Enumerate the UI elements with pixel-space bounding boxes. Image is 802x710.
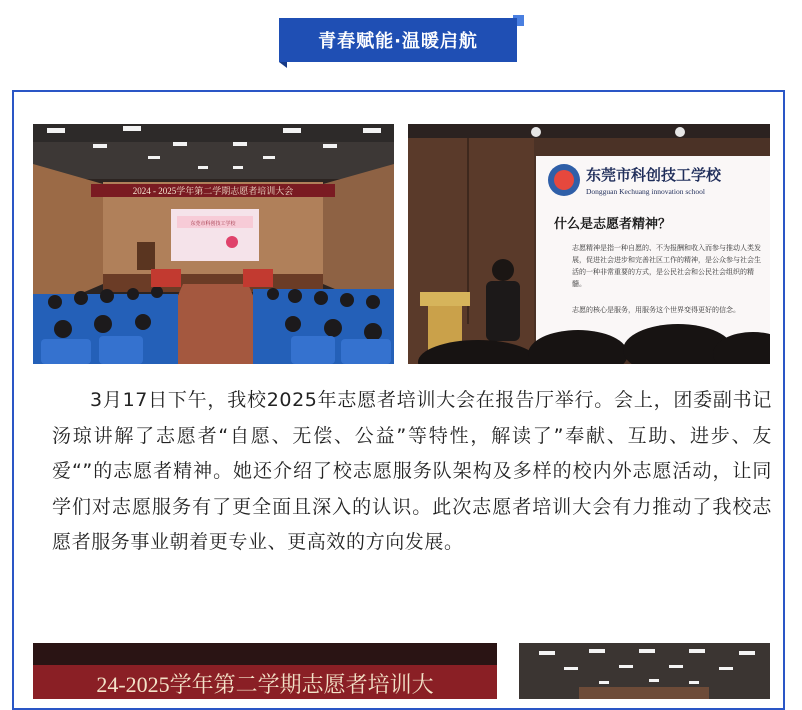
slide-heading: 什么是志愿者精神？ — [554, 217, 672, 232]
slide-school-name: 东莞市科创技工学校 — [586, 166, 722, 184]
lecture-hall-photo — [33, 124, 394, 364]
section-title: 青春赋能·温暖启航 — [318, 31, 478, 52]
speaker-photo — [408, 124, 770, 364]
banner-closeup-photo — [33, 643, 497, 699]
slide-school-name-en: Dongguan Kechuang innovation school — [586, 187, 705, 196]
banner-fold — [279, 62, 287, 68]
article-paragraph: 3月17日下午，我校2025年志愿者培训大会在报告厅举行。会上，团委副书记汤琼讲解了志愿者“自愿、无偿、公益”等特性，解读了”奉献、互助、进步、友爱“”的志愿者精神。她还介绍了校志愿服务队架构及多样的校内外志愿活动，让同学们对志愿服务有了更全面且深入的认识。此次志愿者培训大会有力推动了我校志愿者服务事业朝着更专业、更高效的方向发展。 — [52, 389, 772, 553]
hall-ceiling-photo — [519, 643, 770, 699]
slide-note: 志愿的核心是服务，用服务这个世界变得更好的信念。 — [572, 306, 740, 314]
section-banner — [279, 18, 517, 62]
screen-text: 东莞市科创技工学校 — [190, 221, 236, 227]
stage-banner-text: 2024 - 2025学年第二学期志愿者培训大会 — [132, 186, 294, 196]
slide-body: 志愿精神是指一种自愿的、不为报酬和收入而参与推动人类发展，促进社会进步和完善社区工作的精神，是公众参与社会生活的一种非常重要的方式，是公民社会和公民社会组织的精髓。 — [572, 244, 761, 288]
hall-banner-text: 24-2025学年第二学期志愿者培训大 — [96, 672, 434, 697]
